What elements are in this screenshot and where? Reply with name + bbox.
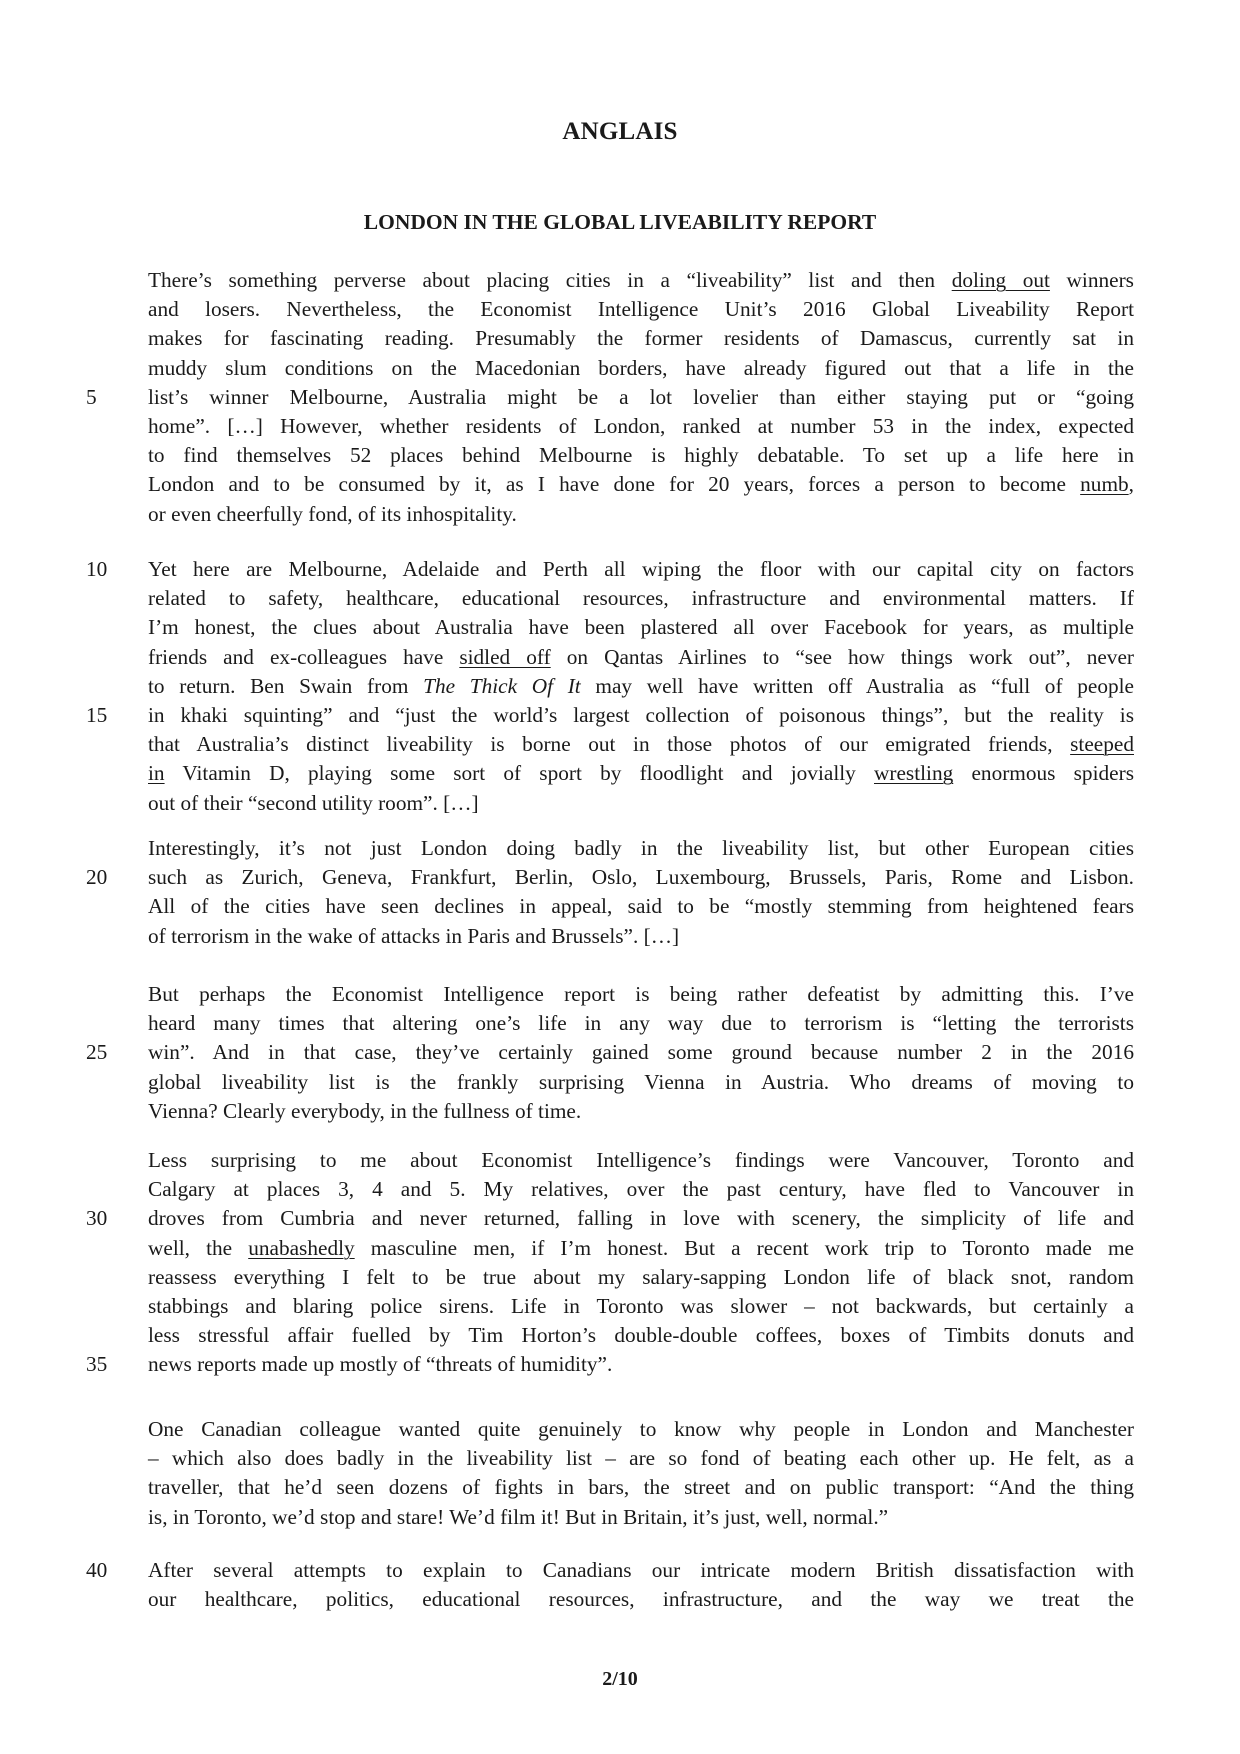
text-segment: droves from Cumbria and never returned, falling in love with scenery, the simplicity of life and [148, 1206, 1134, 1231]
text-segment: , [1128, 472, 1134, 497]
text-line [148, 354, 1134, 383]
vocabulary-word: unabashedly [248, 1235, 355, 1260]
text-line [148, 1585, 1134, 1614]
vocabulary-word: in [148, 761, 165, 786]
text-segment: – which also does badly in the liveability list – are so fond of beating each other up. He felt, as a [148, 1446, 1134, 1471]
text-segment: makes for fascinating reading. Presumably the former residents of Damascus, currently sat in [148, 326, 1134, 351]
line-number: 15 [86, 702, 108, 727]
text-line [86, 1556, 1134, 1585]
text-segment: winners [1049, 268, 1134, 292]
text-line [148, 1009, 1134, 1038]
text-line [148, 672, 1134, 701]
text-segment: muddy slum conditions on the Macedonian borders, have already figured out that a life in the [148, 355, 1134, 380]
text-line [148, 834, 1134, 863]
text-segment: list’s winner Melbourne, Australia might be a lot lovelier than either staying put or “going [148, 384, 1134, 409]
text-segment: or even cheerfully fond, of its inhospitality. [148, 501, 517, 526]
text-segment: to find themselves 52 places behind Melbourne is highly debatable. To set up a life here in [148, 443, 1134, 468]
text-line [148, 441, 1134, 470]
text-line [148, 730, 1134, 759]
paragraph [86, 266, 1134, 529]
line-number: 35 [86, 1352, 108, 1377]
text-line [148, 412, 1134, 441]
text-line [148, 324, 1134, 353]
text-segment: heard many times that altering one’s life in any way due to terrorism is “letting the terrorists [148, 1011, 1134, 1036]
text-line [148, 1503, 1134, 1532]
paragraph [86, 834, 1134, 951]
text-segment: stabbings and blaring police sirens. Life in Toronto was slower – not backwards, but certainly a [148, 1293, 1134, 1318]
text-segment: in khaki squinting” and “just the world’s largest collection of poisonous things”, but the reality is [148, 702, 1134, 727]
text-segment: Less surprising to me about Economist Intelligence’s findings were Vancouver, Toronto and [148, 1148, 1134, 1172]
text-line [86, 555, 1134, 584]
paragraph [86, 1556, 1134, 1614]
text-segment: home”. […] However, whether residents of London, ranked at number 53 in the index, expected [148, 413, 1134, 438]
text-segment: related to safety, healthcare, educational resources, infrastructure and environmental matters. If [148, 586, 1134, 611]
text-line [86, 1038, 1134, 1067]
text-segment: Yet here are Melbourne, Adelaide and Perth all wiping the floor with our capital city on factors [148, 557, 1134, 581]
text-line [148, 892, 1134, 921]
text-line [148, 1068, 1134, 1097]
text-segment: win”. And in that case, they’ve certainly gained some ground because number 2 in the 2016 [148, 1040, 1134, 1065]
text-segment: is, in Toronto, we’d stop and stare! We’d film it! But in Britain, it’s just, well, normal.” [148, 1504, 889, 1529]
text-line [148, 1175, 1134, 1204]
text-line [148, 1415, 1134, 1444]
text-line [86, 1350, 1134, 1379]
text-segment: enormous spiders [953, 761, 1134, 786]
text-segment: to return. Ben Swain from [148, 673, 424, 698]
text-line [148, 789, 1134, 818]
line-number: 30 [86, 1206, 108, 1231]
text-segment: may well have written off Australia as “full of people [580, 673, 1134, 698]
text-segment: news reports made up mostly of “threats of humidity”. [148, 1352, 613, 1377]
text-line [86, 1204, 1134, 1233]
text-line [148, 643, 1134, 672]
text-line [86, 701, 1134, 730]
text-segment: One Canadian colleague wanted quite genuinely to know why people in London and Manchester [148, 1417, 1134, 1441]
paragraph [86, 980, 1134, 1126]
subject-heading: ANGLAIS [562, 118, 678, 145]
text-line [86, 383, 1134, 412]
text-segment: well, the [148, 1235, 249, 1260]
text-line [148, 759, 1134, 788]
vocabulary-word: numb [1080, 472, 1129, 497]
vocabulary-word: steeped [1070, 732, 1134, 757]
paragraph [86, 1146, 1134, 1380]
text-line [148, 1321, 1134, 1350]
text-line [148, 980, 1134, 1009]
text-line [148, 613, 1134, 642]
text-segment: out of their “second utility room”. […] [148, 790, 479, 815]
article-title: LONDON IN THE GLOBAL LIVEABILITY REPORT [363, 210, 877, 234]
text-line [148, 500, 1134, 529]
text-segment: Interestingly, it’s not just London doing badly in the liveability list, but other European cities [148, 836, 1134, 860]
text-line [148, 266, 1134, 295]
text-segment: that Australia’s distinct liveability is borne out in those photos of our emigrated friends, [148, 732, 1071, 757]
text-segment: London and to be consumed by it, as I have done for 20 years, forces a person to become [148, 472, 1081, 497]
text-line [148, 470, 1134, 499]
text-segment: I’m honest, the clues about Australia have been plastered all over Facebook for years, as multiple [148, 615, 1134, 640]
text-segment: After several attempts to explain to Canadians our intricate modern British dissatisfaction with [148, 1558, 1134, 1582]
text-line [148, 1234, 1134, 1263]
line-number: 40 [86, 1558, 108, 1582]
text-segment: global liveability list is the frankly surprising Vienna in Austria. Who dreams of moving to [148, 1069, 1134, 1094]
line-number: 5 [86, 384, 97, 409]
title-italic: The Thick Of It [423, 673, 581, 698]
text-segment: traveller, that he’d seen dozens of fights in bars, the street and on public transport: “And the thing [148, 1475, 1134, 1500]
text-segment: and losers. Nevertheless, the Economist Intelligence Unit’s 2016 Global Liveability Report [148, 297, 1134, 322]
text-line [148, 922, 1134, 951]
line-number: 10 [86, 557, 108, 581]
vocabulary-word: wrestling [874, 761, 954, 786]
text-line [148, 1097, 1134, 1126]
paragraph [148, 1415, 1134, 1532]
text-segment: But perhaps the Economist Intelligence report is being rather defeatist by admitting this. I’ve [148, 982, 1134, 1006]
text-line [148, 1444, 1134, 1473]
text-line [148, 1473, 1134, 1502]
text-segment: Calgary at places 3, 4 and 5. My relatives, over the past century, have fled to Vancouver in [148, 1177, 1134, 1202]
text-segment: There’s something perverse about placing cities in a “liveability” list and then [148, 268, 952, 292]
text-segment: our healthcare, politics, educational resources, infrastructure, and the way we treat the [148, 1587, 1134, 1612]
text-line [148, 1263, 1134, 1292]
text-line [148, 1146, 1134, 1175]
line-number: 25 [86, 1040, 108, 1065]
text-segment: masculine men, if I’m honest. But a recent work trip to Toronto made me [354, 1235, 1134, 1260]
text-line [148, 1292, 1134, 1321]
line-number: 20 [86, 865, 108, 890]
text-line [148, 295, 1134, 324]
text-segment: such as Zurich, Geneva, Frankfurt, Berlin, Oslo, Luxembourg, Brussels, Paris, Rome and Lisbon. [148, 865, 1134, 890]
page-number: 2/10 [602, 1668, 638, 1690]
text-segment: on Qantas Airlines to “see how things work out”, never [550, 644, 1134, 669]
text-segment: Vitamin D, playing some sort of sport by floodlight and jovially [164, 761, 874, 786]
paragraph [86, 555, 1134, 818]
text-segment: less stressful affair fuelled by Tim Horton’s double-double coffees, boxes of Timbits donuts and [148, 1323, 1134, 1348]
vocabulary-word: sidled off [459, 644, 551, 669]
text-segment: Vienna? Clearly everybody, in the fullness of time. [148, 1098, 582, 1123]
text-segment: of terrorism in the wake of attacks in Paris and Brussels”. […] [148, 923, 680, 948]
text-line [86, 863, 1134, 892]
text-segment: reassess everything I felt to be true about my salary-sapping London life of black snot, random [148, 1264, 1134, 1289]
text-segment: All of the cities have seen declines in appeal, said to be “mostly stemming from heightened fears [148, 894, 1134, 919]
text-line [148, 584, 1134, 613]
text-segment: friends and ex-colleagues have [148, 644, 460, 669]
vocabulary-word: doling out [951, 268, 1050, 292]
